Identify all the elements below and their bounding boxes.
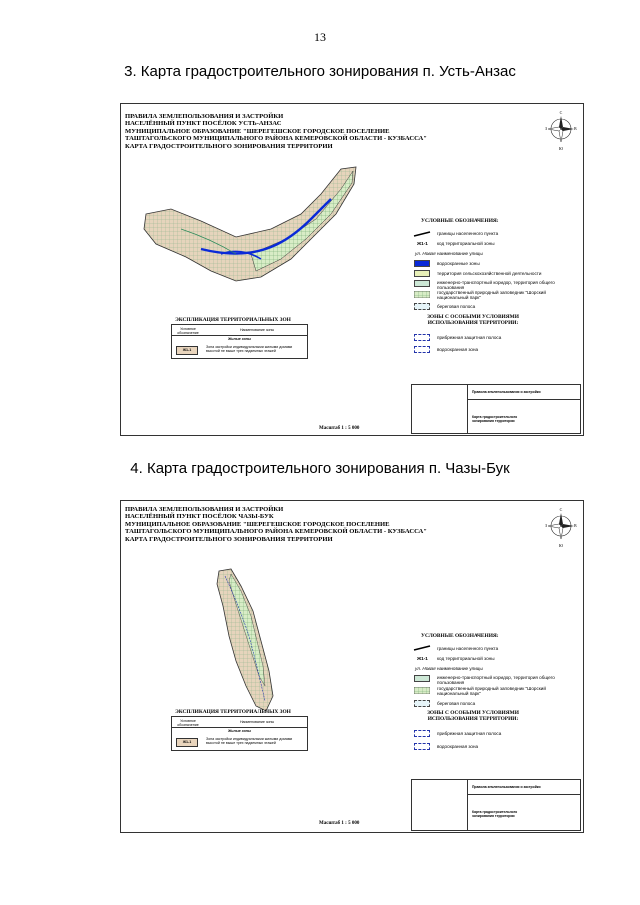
title-line: КАРТА ГРАДОСТРОИТЕЛЬНОГО ЗОНИРОВАНИЯ ТЕРРИТОРИИ xyxy=(125,142,333,150)
explication-title: ЭКСПЛИКАЦИЯ ТЕРРИТОРИАЛЬНЫХ ЗОН xyxy=(175,709,291,715)
title-line: МУНИЦИПАЛЬНОЕ ОБРАЗОВАНИЕ "ШЕРЕГЕШСКОЕ ГОРОДСКОЕ ПОСЕЛЕНИЕ xyxy=(125,127,390,135)
legend-title: УСЛОВНЫЕ ОБОЗНАЧЕНИЯ: xyxy=(421,218,499,224)
map-scale: Масштаб 1 : 5 000 xyxy=(319,821,360,826)
legend-item: инженерно-транспортный коридор, территория общего пользования xyxy=(437,675,555,685)
boundary-line-icon xyxy=(413,645,431,651)
explication-col-header: Условное обозначение xyxy=(177,327,199,335)
legend-item: водоохранные зоны xyxy=(437,261,480,266)
zones-title: ЗОНЫ С ОСОБЫМИ УСЛОВИЯМИ ИСПОЛЬЗОВАНИЯ ТЕРРИТОРИИ: xyxy=(427,314,519,326)
street-sample-icon: ул. Новая xyxy=(415,251,436,256)
explication-code: Ж1-1 xyxy=(176,346,198,355)
compass-west: З xyxy=(545,126,548,131)
title-line: КАРТА ГРАДОСТРОИТЕЛЬНОГО ЗОНИРОВАНИЯ ТЕРРИТОРИИ xyxy=(125,535,333,543)
park-swatch-icon xyxy=(414,687,430,694)
legend-item: водоохранная зона xyxy=(437,347,479,352)
title-line: ПРАВИЛА ЗЕМЛЕПОЛЬЗОВАНИЯ И ЗАСТРОЙКИ xyxy=(125,113,284,120)
legend-item: наименование улицы xyxy=(437,666,483,671)
explication-col-header: Наименование зоны xyxy=(239,328,275,332)
compass-north: С xyxy=(559,110,563,115)
zone-code-icon: Ж1-1 xyxy=(417,241,428,246)
water-zone-swatch-icon xyxy=(414,743,430,750)
title-line: ТАШТАГОЛЬСКОГО МУНИЦИПАЛЬНОГО РАЙОНА КЕМЕРОВСКОЙ ОБЛАСТИ - КУЗБАССА" xyxy=(125,135,427,143)
explication-title: ЭКСПЛИКАЦИЯ ТЕРРИТОРИАЛЬНЫХ ЗОН xyxy=(175,317,291,323)
map-scale: Масштаб 1 : 5 000 xyxy=(319,426,360,431)
legend-item: границы населенного пункта xyxy=(437,646,499,651)
map-caption-1: 3. Карта градостроительного зонирования п. Усть-Анзас xyxy=(124,63,516,80)
legend-item: код территориальной зоны xyxy=(437,656,495,661)
agri-swatch-icon xyxy=(414,270,430,277)
zones-title: ЗОНЫ С ОСОБЫМИ УСЛОВИЯМИ ИСПОЛЬЗОВАНИЯ ТЕРРИТОРИИ: xyxy=(427,710,519,722)
street-sample-icon: ул. Новая xyxy=(415,666,436,671)
explication-section: Жилые зоны xyxy=(227,337,252,341)
map-sheet-2 xyxy=(120,500,584,833)
stamp-title: Правила землепользования и застройки xyxy=(472,390,541,394)
explication-code: Ж1-1 xyxy=(176,738,198,747)
water-swatch-icon xyxy=(414,260,430,267)
compass-south: Ю xyxy=(558,543,564,548)
explication-col-header: Условное обозначение xyxy=(177,719,199,727)
shore-swatch-icon xyxy=(414,700,430,707)
legend-item: береговая полоса xyxy=(437,304,476,309)
legend-item: государственный природный заповедник "Шорский национальный парк" xyxy=(437,686,546,696)
shore-swatch-icon xyxy=(414,303,430,310)
explication-section: Жилые зоны xyxy=(227,729,252,733)
compass-north: С xyxy=(559,507,563,512)
compass-rose-icon xyxy=(543,505,579,549)
title-stamp-2 xyxy=(411,779,581,831)
map-sheet-1 xyxy=(120,103,584,436)
compass-rose-icon xyxy=(543,108,579,152)
compass-south: Ю xyxy=(558,146,564,151)
stamp-title: Правила землепользования и застройки xyxy=(472,785,541,789)
stamp-sheet: Карта градостроительного зонирования территории xyxy=(472,415,518,423)
water-zone-swatch-icon xyxy=(414,346,430,353)
page-number: 13 xyxy=(314,30,326,44)
legend-item: инженерно-транспортный коридор, территория общего пользования xyxy=(437,280,555,290)
legend-item: прибрежная защитная полоса xyxy=(437,335,502,340)
legend-item: код территориальной зоны xyxy=(437,241,495,246)
legend-item: территория сельскохозяйственной деятельности xyxy=(437,271,542,276)
settlement-map-chazy-buk xyxy=(211,566,281,716)
corridor-swatch-icon xyxy=(414,280,430,287)
legend-item: государственный природный заповедник "Шорский национальный парк" xyxy=(437,290,546,300)
explication-table-1 xyxy=(171,324,308,359)
map-title-block-1 xyxy=(125,113,455,150)
title-stamp-1 xyxy=(411,384,581,434)
zone-code-icon: Ж1-1 xyxy=(417,656,428,661)
explication-table-2 xyxy=(171,716,308,751)
map-caption-2: 4. Карта градостроительного зонирования п. Чазы-Бук xyxy=(130,460,510,477)
stamp-sheet: Карта градостроительного зонирования территории xyxy=(472,810,518,818)
title-line: ТАШТАГОЛЬСКОГО МУНИЦИПАЛЬНОГО РАЙОНА КЕМЕРОВСКОЙ ОБЛАСТИ - КУЗБАССА" xyxy=(125,528,427,536)
park-swatch-icon xyxy=(414,291,430,298)
explication-desc: Зона застройки индивидуальными жилыми домами высотой не выше трех надземных этажей xyxy=(206,345,293,353)
legend-title: УСЛОВНЫЕ ОБОЗНАЧЕНИЯ: xyxy=(421,633,499,639)
buffer-strip-swatch-icon xyxy=(414,334,430,341)
title-line: НАСЕЛЁННЫЙ ПУНКТ ПОСЁЛОК УСТЬ-АНЗАС xyxy=(125,120,282,128)
legend-item: прибрежная защитная полоса xyxy=(437,731,502,736)
legend-item: наименование улицы xyxy=(437,251,483,256)
title-line: НАСЕЛЁННЫЙ ПУНКТ ПОСЁЛОК ЧАЗЫ-БУК xyxy=(125,513,274,521)
corridor-swatch-icon xyxy=(414,675,430,682)
title-line: МУНИЦИПАЛЬНОЕ ОБРАЗОВАНИЕ "ШЕРЕГЕШСКОЕ ГОРОДСКОЕ ПОСЕЛЕНИЕ xyxy=(125,520,390,528)
legend-item: береговая полоса xyxy=(437,701,476,706)
legend-item: границы населенного пункта xyxy=(437,231,499,236)
compass-west: З xyxy=(545,523,548,528)
settlement-map-ust-anzas xyxy=(141,159,371,289)
compass-east: В xyxy=(574,523,577,528)
compass-east: В xyxy=(574,126,577,131)
explication-desc: Зона застройки индивидуальными жилыми домами высотой не выше трех надземных этажей xyxy=(206,737,293,745)
buffer-strip-swatch-icon xyxy=(414,730,430,737)
explication-col-header: Наименование зоны xyxy=(239,720,275,724)
boundary-line-icon xyxy=(413,231,431,237)
map-title-block-2 xyxy=(125,506,455,543)
legend-item: водоохранная зона xyxy=(437,744,479,749)
title-line: ПРАВИЛА ЗЕМЛЕПОЛЬЗОВАНИЯ И ЗАСТРОЙКИ xyxy=(125,506,284,513)
